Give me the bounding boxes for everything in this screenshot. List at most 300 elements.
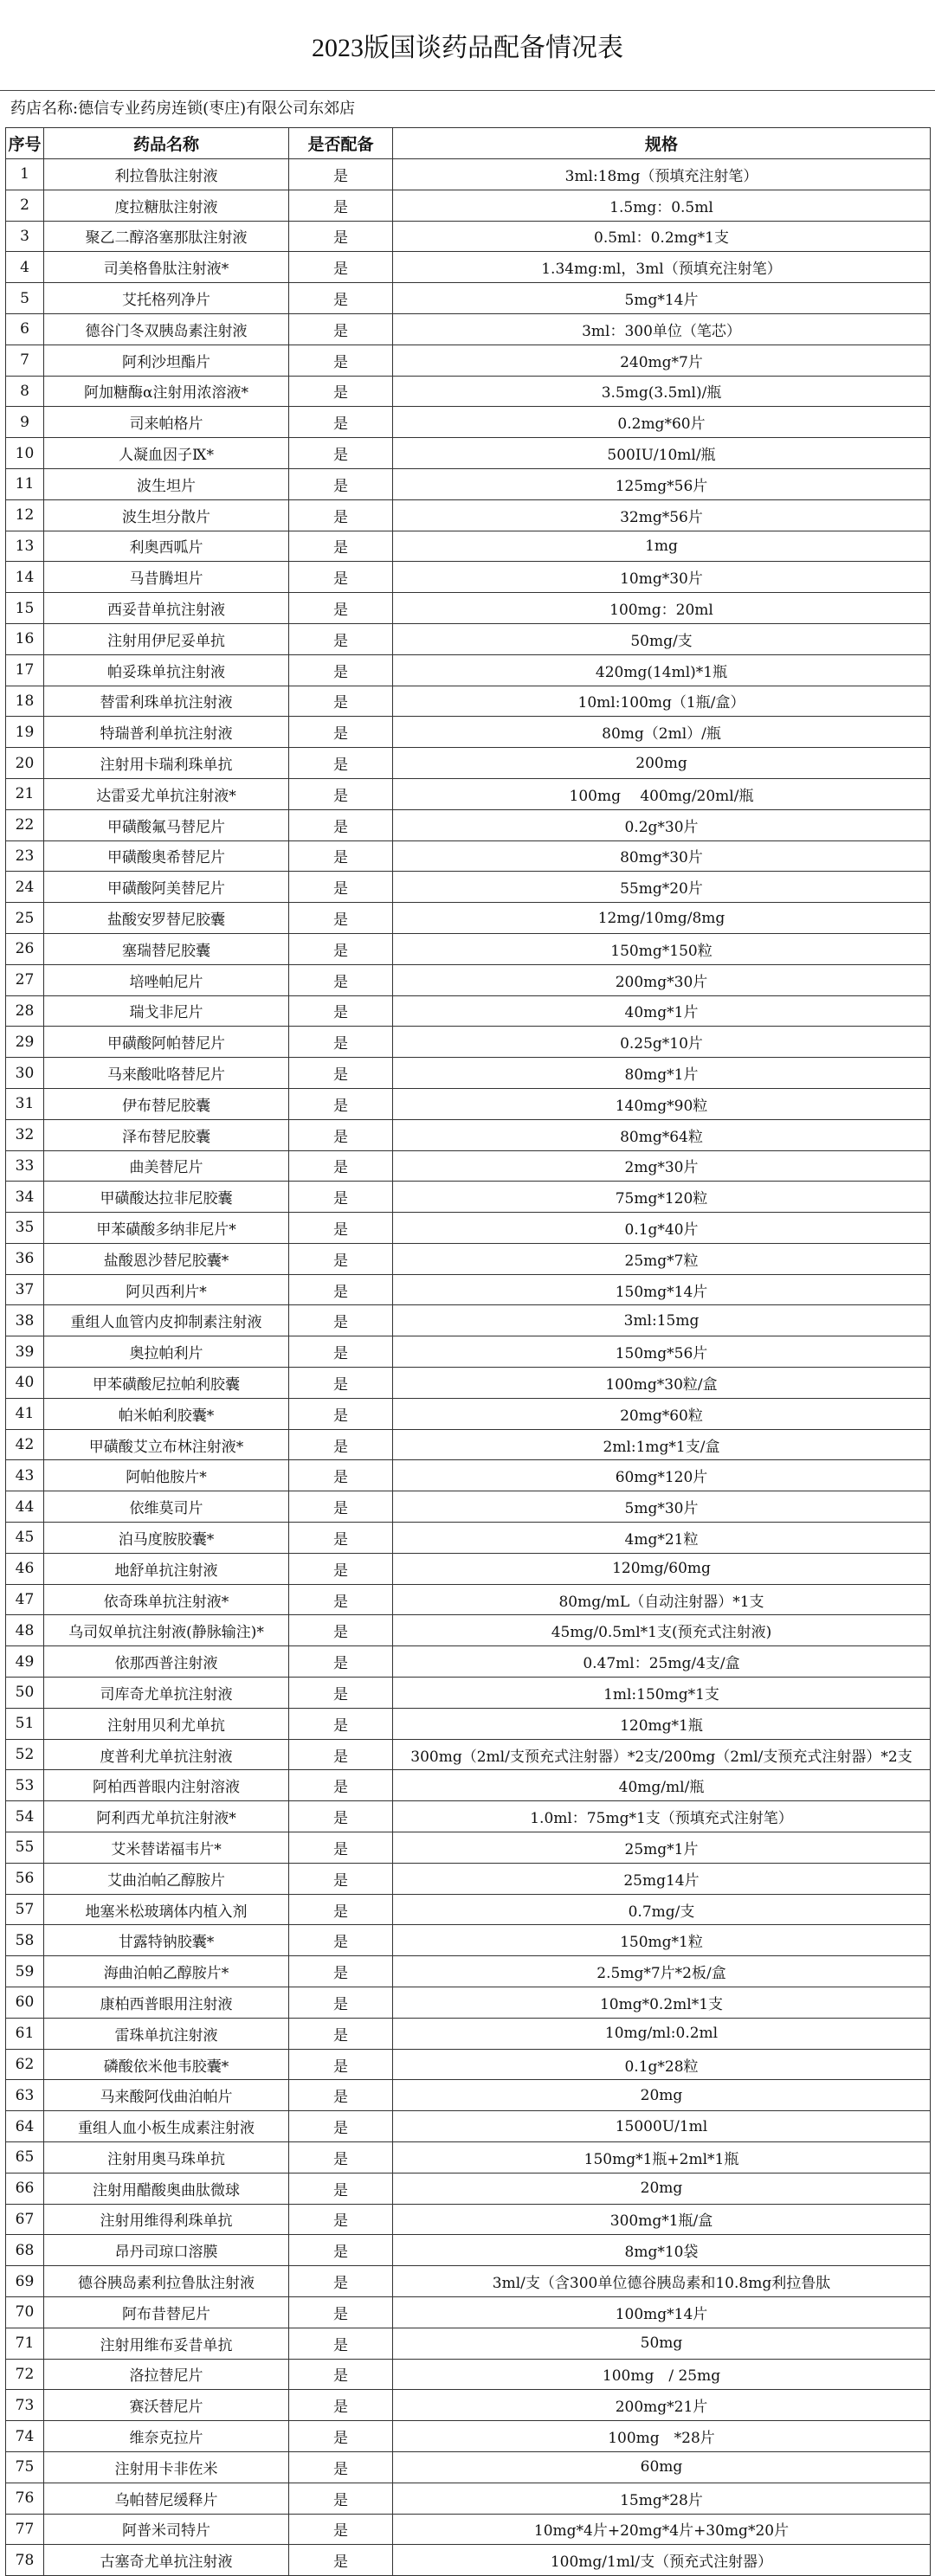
table-row <box>6 1925 931 1956</box>
table-row <box>6 190 931 221</box>
equipped-status: 是 <box>289 1460 393 1491</box>
table-row <box>6 623 931 654</box>
row-index: 51 <box>6 1708 44 1739</box>
table-row <box>6 872 931 903</box>
table-row <box>6 1956 931 1987</box>
row-index: 38 <box>6 1305 44 1336</box>
row-index: 60 <box>6 1987 44 2019</box>
drug-spec: 60mg <box>393 2451 931 2483</box>
drug-spec: 100mg*14片 <box>393 2296 931 2328</box>
table-row <box>6 1305 931 1336</box>
drug-name: 司美格鲁肽注射液* <box>44 252 289 283</box>
drug-name: 德谷胰岛素利拉鲁肽注射液 <box>44 2266 289 2297</box>
drug-name: 阿布昔替尼片 <box>44 2296 289 2328</box>
row-index: 46 <box>6 1553 44 1584</box>
equipped-status: 是 <box>289 1801 393 1832</box>
equipped-status: 是 <box>289 2545 393 2576</box>
drug-spec: 50mg/支 <box>393 623 931 654</box>
drug-name: 甲磺酸达拉非尼胶囊 <box>44 1182 289 1213</box>
table-row <box>6 2451 931 2483</box>
equipped-status: 是 <box>289 2142 393 2174</box>
row-index: 47 <box>6 1584 44 1615</box>
table-row <box>6 2390 931 2421</box>
row-index: 6 <box>6 313 44 345</box>
drug-name: 雷珠单抗注射液 <box>44 2018 289 2049</box>
equipped-status: 是 <box>289 2111 393 2142</box>
drug-name: 度拉糖肽注射液 <box>44 190 289 221</box>
drug-name: 盐酸安罗替尼胶囊 <box>44 903 289 934</box>
drug-spec: 300mg*1瓶/盒 <box>393 2204 931 2235</box>
drug-name: 古塞奇尤单抗注射液 <box>44 2545 289 2576</box>
table-row <box>6 2235 931 2266</box>
row-index: 62 <box>6 2049 44 2080</box>
row-index: 12 <box>6 499 44 531</box>
drug-name: 甲磺酸阿美替尼片 <box>44 872 289 903</box>
drug-name: 达雷妥尤单抗注射液* <box>44 778 289 809</box>
drug-spec: 500IU/10ml/瓶 <box>393 438 931 469</box>
equipped-status: 是 <box>289 995 393 1027</box>
table-row <box>6 1398 931 1429</box>
drug-name: 艾托格列净片 <box>44 283 289 314</box>
drug-spec: 12mg/10mg/8mg <box>393 903 931 934</box>
drug-name: 奥拉帕利片 <box>44 1336 289 1368</box>
drug-name: 波生坦分散片 <box>44 499 289 531</box>
equipped-status: 是 <box>289 345 393 376</box>
drug-spec: 80mg*64粒 <box>393 1119 931 1150</box>
row-index: 41 <box>6 1398 44 1429</box>
equipped-status: 是 <box>289 809 393 840</box>
drug-spec: 2ml:1mg*1支/盒 <box>393 1429 931 1460</box>
drug-name: 特瑞普利单抗注射液 <box>44 717 289 748</box>
row-index: 39 <box>6 1336 44 1368</box>
drug-name: 乌帕替尼缓释片 <box>44 2483 289 2514</box>
row-index: 19 <box>6 717 44 748</box>
drug-spec: 8mg*10袋 <box>393 2235 931 2266</box>
equipped-status: 是 <box>289 2080 393 2111</box>
equipped-status: 是 <box>289 2451 393 2483</box>
equipped-status: 是 <box>289 1491 393 1523</box>
equipped-status: 是 <box>289 1368 393 1399</box>
equipped-status: 是 <box>289 1646 393 1678</box>
row-index: 17 <box>6 654 44 686</box>
equipped-status: 是 <box>289 2296 393 2328</box>
table-row <box>6 531 931 562</box>
equipped-status: 是 <box>289 1925 393 1956</box>
drug-spec: 150mg*150粒 <box>393 933 931 964</box>
equipped-status: 是 <box>289 2235 393 2266</box>
equipped-status: 是 <box>289 903 393 934</box>
row-index: 70 <box>6 2296 44 2328</box>
drug-name: 利奥西呱片 <box>44 531 289 562</box>
equipped-status: 是 <box>289 686 393 717</box>
drug-name: 赛沃替尼片 <box>44 2390 289 2421</box>
drug-spec: 120mg/60mg <box>393 1553 931 1584</box>
table-row <box>6 1429 931 1460</box>
equipped-status: 是 <box>289 2359 393 2390</box>
row-index: 77 <box>6 2514 44 2545</box>
equipped-status: 是 <box>289 1956 393 1987</box>
table-row <box>6 221 931 252</box>
equipped-status: 是 <box>289 2049 393 2080</box>
table-row <box>6 995 931 1027</box>
table-row <box>6 2018 931 2049</box>
table-row <box>6 1832 931 1864</box>
table-row <box>6 2049 931 2080</box>
equipped-status: 是 <box>289 159 393 190</box>
row-index: 30 <box>6 1058 44 1089</box>
row-index: 64 <box>6 2111 44 2142</box>
row-index: 50 <box>6 1678 44 1709</box>
drug-name: 波生坦片 <box>44 468 289 499</box>
drug-spec: 300mg（2ml/支预充式注射器）*2支/200mg（2ml/支预充式注射器）*2支 <box>393 1739 931 1770</box>
drug-name: 阿柏西普眼内注射溶液 <box>44 1770 289 1801</box>
drug-spec: 55mg*20片 <box>393 872 931 903</box>
row-index: 68 <box>6 2235 44 2266</box>
header-equipped: 是否配备 <box>289 128 393 159</box>
drug-name: 甲磺酸氟马替尼片 <box>44 809 289 840</box>
drug-name: 阿加糖酶α注射用浓溶液* <box>44 376 289 407</box>
row-index: 22 <box>6 809 44 840</box>
drug-spec: 5mg*30片 <box>393 1491 931 1523</box>
equipped-status: 是 <box>289 1678 393 1709</box>
row-index: 18 <box>6 686 44 717</box>
drug-name: 乌司奴单抗注射液(静脉输注)* <box>44 1615 289 1646</box>
header-spec: 规格 <box>393 128 931 159</box>
equipped-status: 是 <box>289 221 393 252</box>
table-row <box>6 1336 931 1368</box>
drug-spec: 3ml/支（含300单位德谷胰岛素和10.8mg利拉鲁肽 <box>393 2266 931 2297</box>
table-row <box>6 964 931 995</box>
drug-spec: 200mg <box>393 748 931 779</box>
equipped-status: 是 <box>289 1336 393 1368</box>
table-row <box>6 1182 931 1213</box>
row-index: 48 <box>6 1615 44 1646</box>
drug-spec: 10mg*30片 <box>393 562 931 593</box>
equipped-status: 是 <box>289 1523 393 1554</box>
drug-name: 注射用奥马珠单抗 <box>44 2142 289 2174</box>
store-label: 药店名称: <box>10 100 79 118</box>
row-index: 4 <box>6 252 44 283</box>
drug-name: 阿普米司特片 <box>44 2514 289 2545</box>
drug-name: 司库奇尤单抗注射液 <box>44 1678 289 1709</box>
drug-name: 阿贝西利片* <box>44 1274 289 1305</box>
row-index: 31 <box>6 1088 44 1119</box>
drug-spec: 5mg*14片 <box>393 283 931 314</box>
drug-name: 洛拉替尼片 <box>44 2359 289 2390</box>
drug-spec: 1mg <box>393 531 931 562</box>
drug-spec: 100mg*30粒/盒 <box>393 1368 931 1399</box>
equipped-status: 是 <box>289 438 393 469</box>
equipped-status: 是 <box>289 2514 393 2545</box>
drug-name: 伊布替尼胶囊 <box>44 1088 289 1119</box>
table-row <box>6 159 931 190</box>
drug-spec: 2.5mg*7片*2板/盒 <box>393 1956 931 1987</box>
table-row <box>6 407 931 438</box>
equipped-status: 是 <box>289 407 393 438</box>
table-row <box>6 283 931 314</box>
drug-name: 甲磺酸阿帕替尼片 <box>44 1027 289 1058</box>
drug-spec: 140mg*90粒 <box>393 1088 931 1119</box>
table-row <box>6 2483 931 2514</box>
drug-spec: 15000U/1ml <box>393 2111 931 2142</box>
row-index: 16 <box>6 623 44 654</box>
row-index: 20 <box>6 748 44 779</box>
equipped-status: 是 <box>289 1058 393 1089</box>
row-index: 63 <box>6 2080 44 2111</box>
table-row <box>6 2359 931 2390</box>
equipped-status: 是 <box>289 531 393 562</box>
table-row <box>6 562 931 593</box>
table-row <box>6 1615 931 1646</box>
equipped-status: 是 <box>289 1863 393 1894</box>
equipped-status: 是 <box>289 1739 393 1770</box>
equipped-status: 是 <box>289 1274 393 1305</box>
equipped-status: 是 <box>289 1119 393 1150</box>
row-index: 15 <box>6 593 44 624</box>
table-row <box>6 1863 931 1894</box>
row-index: 23 <box>6 840 44 872</box>
equipped-status: 是 <box>289 1213 393 1244</box>
table-row <box>6 2111 931 2142</box>
table-row <box>6 313 931 345</box>
drug-spec: 60mg*120片 <box>393 1460 931 1491</box>
drug-name: 培唑帕尼片 <box>44 964 289 995</box>
table-row <box>6 1770 931 1801</box>
table-row <box>6 1368 931 1399</box>
drug-spec: 0.7mg/支 <box>393 1894 931 1925</box>
row-index: 78 <box>6 2545 44 2576</box>
drug-name: 聚乙二醇洛塞那肽注射液 <box>44 221 289 252</box>
table-row <box>6 2204 931 2235</box>
drug-name: 甲苯磺酸尼拉帕利胶囊 <box>44 1368 289 1399</box>
header-drug-name: 药品名称 <box>44 128 289 159</box>
equipped-status: 是 <box>289 717 393 748</box>
table-row <box>6 2421 931 2452</box>
drug-spec: 45mg/0.5ml*1支(预充式注射液) <box>393 1615 931 1646</box>
row-index: 76 <box>6 2483 44 2514</box>
table-row <box>6 499 931 531</box>
drug-name: 马来酸阿伐曲泊帕片 <box>44 2080 289 2111</box>
drug-spec: 0.25g*10片 <box>393 1027 931 1058</box>
drug-spec: 32mg*56片 <box>393 499 931 531</box>
drug-name: 帕米帕利胶囊* <box>44 1398 289 1429</box>
equipped-status: 是 <box>289 748 393 779</box>
drug-name: 西妥昔单抗注射液 <box>44 593 289 624</box>
row-index: 58 <box>6 1925 44 1956</box>
table-row <box>6 438 931 469</box>
table-row <box>6 654 931 686</box>
table-row <box>6 593 931 624</box>
drug-spec: 150mg*56片 <box>393 1336 931 1368</box>
table-row <box>6 1678 931 1709</box>
drug-name: 注射用贝利尤单抗 <box>44 1708 289 1739</box>
equipped-status: 是 <box>289 252 393 283</box>
table-row <box>6 1708 931 1739</box>
row-index: 52 <box>6 1739 44 1770</box>
table-row <box>6 1491 931 1523</box>
drug-name: 注射用卡瑞利珠单抗 <box>44 748 289 779</box>
drug-spec: 1.34mg:ml，3ml（预填充注射笔） <box>393 252 931 283</box>
drug-spec: 10mg*0.2ml*1支 <box>393 1987 931 2019</box>
drug-name: 甘露特钠胶囊* <box>44 1925 289 1956</box>
drug-spec: 20mg <box>393 2173 931 2204</box>
table-row <box>6 1523 931 1554</box>
row-index: 71 <box>6 2328 44 2359</box>
equipped-status: 是 <box>289 1615 393 1646</box>
row-index: 8 <box>6 376 44 407</box>
equipped-status: 是 <box>289 2328 393 2359</box>
row-index: 33 <box>6 1150 44 1182</box>
drug-name: 注射用醋酸奥曲肽微球 <box>44 2173 289 2204</box>
equipped-status: 是 <box>289 562 393 593</box>
drug-spec: 80mg*30片 <box>393 840 931 872</box>
equipped-status: 是 <box>289 313 393 345</box>
row-index: 37 <box>6 1274 44 1305</box>
equipped-status: 是 <box>289 1398 393 1429</box>
drug-name: 注射用维布妥昔单抗 <box>44 2328 289 2359</box>
row-index: 59 <box>6 1956 44 1987</box>
table-row <box>6 2173 931 2204</box>
drug-name: 注射用伊尼妥单抗 <box>44 623 289 654</box>
drug-name: 塞瑞替尼胶囊 <box>44 933 289 964</box>
drug-spec: 75mg*120粒 <box>393 1182 931 1213</box>
row-index: 7 <box>6 345 44 376</box>
table-row <box>6 840 931 872</box>
drug-spec: 125mg*56片 <box>393 468 931 499</box>
table-row <box>6 1987 931 2019</box>
equipped-status: 是 <box>289 1770 393 1801</box>
drug-spec: 80mg（2ml）/瓶 <box>393 717 931 748</box>
table-row <box>6 1243 931 1274</box>
row-index: 55 <box>6 1832 44 1864</box>
row-index: 49 <box>6 1646 44 1678</box>
table-row <box>6 1460 931 1491</box>
drug-spec: 2mg*30片 <box>393 1150 931 1182</box>
row-index: 11 <box>6 468 44 499</box>
equipped-status: 是 <box>289 1150 393 1182</box>
row-index: 5 <box>6 283 44 314</box>
drug-spec: 150mg*1粒 <box>393 1925 931 1956</box>
equipped-status: 是 <box>289 1987 393 2019</box>
drug-spec: 200mg*21片 <box>393 2390 931 2421</box>
table-row <box>6 2142 931 2174</box>
table-row <box>6 1553 931 1584</box>
row-index: 40 <box>6 1368 44 1399</box>
drug-name: 泽布替尼胶囊 <box>44 1119 289 1150</box>
page-title: 2023版国谈药品配备情况表 <box>312 34 623 62</box>
drug-spec: 10mg*4片+20mg*4片+30mg*20片 <box>393 2514 931 2545</box>
drug-spec: 120mg*1瓶 <box>393 1708 931 1739</box>
drug-name: 艾米替诺福韦片* <box>44 1832 289 1864</box>
equipped-status: 是 <box>289 872 393 903</box>
row-index: 25 <box>6 903 44 934</box>
row-index: 14 <box>6 562 44 593</box>
equipped-status: 是 <box>289 1429 393 1460</box>
drug-spec: 100mg/1ml/支（预充式注射器） <box>393 2545 931 2576</box>
row-index: 21 <box>6 778 44 809</box>
table-row <box>6 376 931 407</box>
table-row <box>6 2296 931 2328</box>
drug-name: 人凝血因子Ⅸ* <box>44 438 289 469</box>
equipped-status: 是 <box>289 376 393 407</box>
table-row <box>6 1058 931 1089</box>
drug-name: 艾曲泊帕乙醇胺片 <box>44 1863 289 1894</box>
drug-name: 注射用维得利珠单抗 <box>44 2204 289 2235</box>
drug-spec: 100mg 400mg/20ml/瓶 <box>393 778 931 809</box>
equipped-status: 是 <box>289 2266 393 2297</box>
row-index: 13 <box>6 531 44 562</box>
row-index: 75 <box>6 2451 44 2483</box>
drug-spec: 1ml:150mg*1支 <box>393 1678 931 1709</box>
row-index: 9 <box>6 407 44 438</box>
drug-spec: 25mg*1片 <box>393 1832 931 1864</box>
row-index: 53 <box>6 1770 44 1801</box>
table-row <box>6 1646 931 1678</box>
equipped-status: 是 <box>289 1088 393 1119</box>
table-row <box>6 2514 931 2545</box>
equipped-status: 是 <box>289 1182 393 1213</box>
row-index: 35 <box>6 1213 44 1244</box>
equipped-status: 是 <box>289 1832 393 1864</box>
drug-name: 盐酸恩沙替尼胶囊* <box>44 1243 289 1274</box>
drug-name: 度普利尤单抗注射液 <box>44 1739 289 1770</box>
table-row <box>6 2545 931 2576</box>
drug-spec: 240mg*7片 <box>393 345 931 376</box>
equipped-status: 是 <box>289 1584 393 1615</box>
drug-spec: 25mg*7粒 <box>393 1243 931 1274</box>
row-index: 66 <box>6 2173 44 2204</box>
drug-name: 阿帕他胺片* <box>44 1460 289 1491</box>
drug-name: 甲苯磺酸多纳非尼片* <box>44 1213 289 1244</box>
drug-name: 地塞米松玻璃体内植入剂 <box>44 1894 289 1925</box>
row-index: 57 <box>6 1894 44 1925</box>
drug-spec: 150mg*14片 <box>393 1274 931 1305</box>
table-row <box>6 1274 931 1305</box>
drug-name: 康柏西普眼用注射液 <box>44 1987 289 2019</box>
table-row <box>6 686 931 717</box>
table-row <box>6 809 931 840</box>
drug-spec: 3ml:18mg（预填充注射笔） <box>393 159 931 190</box>
row-index: 42 <box>6 1429 44 1460</box>
drug-spec: 1.5mg：0.5ml <box>393 190 931 221</box>
drug-spec: 3ml:15mg <box>393 1305 931 1336</box>
drug-name: 甲磺酸艾立布林注射液* <box>44 1429 289 1460</box>
equipped-status: 是 <box>289 499 393 531</box>
equipped-status: 是 <box>289 283 393 314</box>
table-row <box>6 1150 931 1182</box>
drug-spec: 3.5mg(3.5ml)/瓶 <box>393 376 931 407</box>
drug-name: 泊马度胺胶囊* <box>44 1523 289 1554</box>
drug-spec: 420mg(14ml)*1瓶 <box>393 654 931 686</box>
equipped-status: 是 <box>289 2173 393 2204</box>
drug-name: 马来酸吡咯替尼片 <box>44 1058 289 1089</box>
row-index: 45 <box>6 1523 44 1554</box>
equipped-status: 是 <box>289 1305 393 1336</box>
row-index: 29 <box>6 1027 44 1058</box>
drug-name: 阿利西尤单抗注射液* <box>44 1801 289 1832</box>
drug-spec: 4mg*21粒 <box>393 1523 931 1554</box>
store-name: 德信专业药房连锁(枣庄)有限公司东郊店 <box>78 100 356 118</box>
row-index: 67 <box>6 2204 44 2235</box>
equipped-status: 是 <box>289 2483 393 2514</box>
equipped-status: 是 <box>289 2204 393 2235</box>
drug-name: 利拉鲁肽注射液 <box>44 159 289 190</box>
table-row <box>6 903 931 934</box>
drug-name: 司来帕格片 <box>44 407 289 438</box>
header-index: 序号 <box>6 128 44 159</box>
drug-spec: 80mg*1片 <box>393 1058 931 1089</box>
equipped-status: 是 <box>289 1027 393 1058</box>
